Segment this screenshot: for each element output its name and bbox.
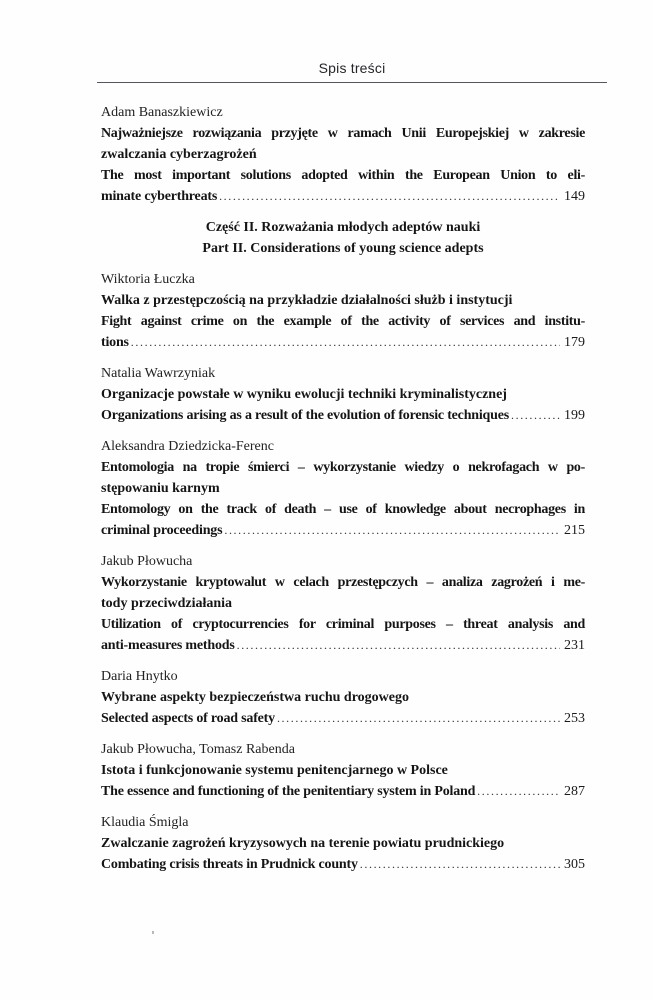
entry-page-number: 149 bbox=[564, 189, 585, 204]
entry-leader-line bbox=[101, 781, 585, 802]
dot-leader bbox=[224, 520, 560, 541]
entry-author: Wiktoria Łuczka bbox=[101, 272, 195, 287]
entry-title-pl-line: Zwalczanie zagrożeń kryzysowych na terenie powiatu prudnickiego bbox=[101, 836, 505, 851]
section-heading bbox=[101, 217, 585, 259]
dot-leader bbox=[237, 635, 560, 656]
entry-title-en-line: Fight against crime on the example of the activity of services and institu- bbox=[101, 314, 585, 329]
entry-page-number: 287 bbox=[564, 784, 585, 799]
entry-title-pl-line: Najważniejsze rozwiązania przyjęte w ramach Unii Europejskiej w zakresie bbox=[101, 126, 585, 141]
entry-author: Aleksandra Dziedzicka-Ferenc bbox=[101, 439, 274, 454]
toc-entry bbox=[101, 436, 585, 541]
entry-title-pl-line: Organizacje powstałe w wyniku ewolucji techniki kryminalistycznej bbox=[101, 387, 507, 402]
running-head bbox=[97, 59, 607, 83]
entry-leader-line bbox=[101, 186, 585, 207]
entry-leader-line bbox=[101, 708, 585, 729]
section-heading-pl: Część II. Rozważania młodych adeptów nauki bbox=[205, 220, 481, 235]
entry-title-en-last: minate cyberthreats bbox=[101, 189, 218, 204]
entry-title-en-last: The essence and functioning of the penitentiary system in Poland bbox=[101, 784, 476, 799]
toc-entry bbox=[101, 551, 585, 656]
entry-title-en-last: criminal proceedings bbox=[101, 523, 223, 538]
dot-leader bbox=[219, 186, 560, 207]
entry-title-en-last: tions bbox=[101, 335, 129, 350]
entry-title-en-last: Combating crisis threats in Prudnick county bbox=[101, 857, 358, 872]
entry-title-pl-line: Walka z przestępczością na przykładzie działalności służb i instytucji bbox=[101, 293, 513, 308]
entry-title-en-line: Utilization of cryptocurrencies for criminal purposes – threat analysis and bbox=[101, 617, 585, 632]
toc-entry bbox=[101, 269, 585, 353]
entry-author: Daria Hnytko bbox=[101, 669, 178, 684]
entry-author: Jakub Płowucha bbox=[101, 554, 193, 569]
entry-page-number: 179 bbox=[564, 335, 585, 350]
dot-leader bbox=[277, 708, 560, 729]
dot-leader bbox=[131, 332, 560, 353]
entry-title-en-last: Selected aspects of road safety bbox=[101, 711, 275, 726]
entry-author: Jakub Płowucha, Tomasz Rabenda bbox=[101, 742, 295, 757]
entry-title-pl-line: tody przeciwdziałania bbox=[101, 596, 233, 611]
entry-page-number: 215 bbox=[564, 523, 585, 538]
entry-author: Adam Banaszkiewicz bbox=[101, 105, 223, 120]
entry-title-pl-line: Istota i funkcjonowanie systemu penitencjarnego w Polsce bbox=[101, 763, 448, 778]
entry-leader-line bbox=[101, 520, 585, 541]
entry-leader-line bbox=[101, 854, 585, 875]
entry-title-pl-line: stępowaniu karnym bbox=[101, 481, 220, 496]
entry-author: Klaudia Śmigla bbox=[101, 815, 189, 830]
toc-entry bbox=[101, 812, 585, 875]
entry-title-pl-line: Entomologia na tropie śmierci – wykorzystanie wiedzy o nekrofagach w po- bbox=[101, 460, 585, 475]
toc-entry bbox=[101, 363, 585, 426]
dot-leader bbox=[360, 854, 560, 875]
dot-leader bbox=[477, 781, 560, 802]
entry-author: Natalia Wawrzyniak bbox=[101, 366, 216, 381]
entry-page-number: 253 bbox=[564, 711, 585, 726]
entry-page-number: 231 bbox=[564, 638, 585, 653]
section-heading-en: Part II. Considerations of young science adepts bbox=[202, 241, 484, 256]
dot-leader bbox=[511, 405, 560, 426]
table-of-contents bbox=[101, 102, 585, 885]
entry-title-pl-line: Wykorzystanie kryptowalut w celach przestępczych – analiza zagrożeń i me- bbox=[101, 575, 585, 590]
entry-leader-line bbox=[101, 332, 585, 353]
entry-leader-line bbox=[101, 405, 585, 426]
entry-page-number: 199 bbox=[564, 408, 585, 423]
toc-entry bbox=[101, 666, 585, 729]
entry-title-pl-line: Wybrane aspekty bezpieczeństwa ruchu drogowego bbox=[101, 690, 409, 705]
entry-title-en-line: The most important solutions adopted within the European Union to eli- bbox=[101, 168, 585, 183]
entry-page-number: 305 bbox=[564, 857, 585, 872]
entry-title-en-last: anti-measures methods bbox=[101, 638, 235, 653]
entry-leader-line bbox=[101, 635, 585, 656]
entry-title-en-line: Entomology on the track of death – use of knowledge about necrophages in bbox=[101, 502, 585, 517]
entry-title-en-last: Organizations arising as a result of the evolution of forensic techniques bbox=[101, 408, 509, 423]
page-header-title: Spis treści bbox=[318, 60, 386, 76]
scan-artifact-speck bbox=[152, 931, 154, 934]
toc-entry bbox=[101, 739, 585, 802]
header-rule bbox=[97, 82, 607, 83]
entry-title-pl-line: zwalczania cyberzagrożeń bbox=[101, 147, 257, 162]
toc-entry bbox=[101, 102, 585, 207]
